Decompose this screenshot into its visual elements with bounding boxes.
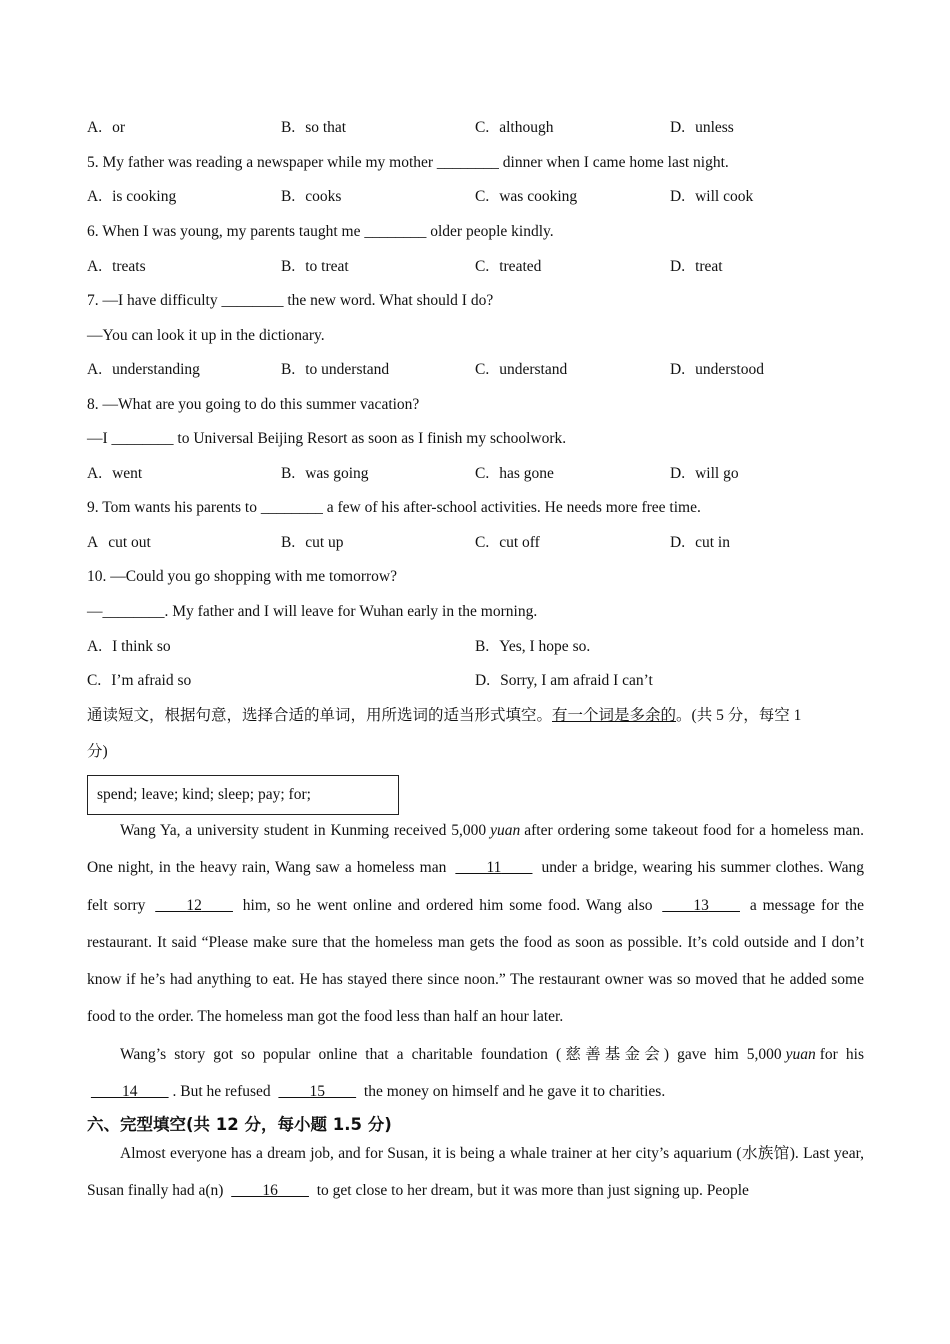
q5-stem: 5. My father was reading a newspaper while my mother ________ dinner when I came home last night. bbox=[87, 154, 729, 171]
q10-option-b: B. Yes, I hope so. bbox=[475, 638, 591, 655]
q6-options bbox=[87, 257, 867, 277]
q10-response: —________. My father and I will leave for Wuhan early in the morning. bbox=[87, 603, 538, 620]
q6-stem: 6. When I was young, my parents taught me ________ older people kindly. bbox=[87, 223, 554, 240]
q5-options bbox=[87, 187, 867, 207]
q7-response: —You can look it up in the dictionary. bbox=[87, 327, 325, 344]
q10-option-c: C. I’m afraid so bbox=[87, 672, 192, 689]
q10-options-ab bbox=[87, 637, 867, 657]
q8-option-d: D. will go bbox=[670, 465, 739, 482]
section-6-heading: 六、完型填空(共 12 分，每小题 1.5 分) bbox=[87, 1115, 392, 1134]
blank-13[interactable]: ____13____ bbox=[662, 896, 740, 914]
q10-option-a: A. I think so bbox=[87, 638, 171, 655]
q4-option-b: B. so that bbox=[281, 119, 347, 136]
q10-option-d: D. Sorry, I am afraid I can’t bbox=[475, 672, 653, 689]
q8-option-c: C. has gone bbox=[475, 465, 554, 482]
q9-option-a: A cut out bbox=[87, 534, 151, 551]
q6-option-d: D. treat bbox=[670, 258, 723, 275]
q8-options bbox=[87, 464, 867, 484]
q6-option-b: B. to treat bbox=[281, 258, 349, 275]
q9-options bbox=[87, 533, 867, 553]
q10-stem: 10. —Could you go shopping with me tomorrow? bbox=[87, 568, 397, 585]
q6-option-c: C. treated bbox=[475, 258, 542, 275]
section-6-paragraph-1: Almost everyone has a dream job, and for Susan, it is being a whale trainer at her city’s aquarium (水族馆). Last year, Susan finally had a(n) ____16____ to get close to her dream, but it was more than just signing up. People bbox=[87, 1145, 864, 1200]
q10-options-cd bbox=[87, 671, 867, 691]
q4-option-c: C. although bbox=[475, 119, 554, 136]
q5-option-c: C. was cooking bbox=[475, 188, 578, 205]
blank-15[interactable]: ____15____ bbox=[278, 1083, 357, 1101]
word-bank-box: spend; leave; kind; sleep; pay; for; bbox=[87, 775, 399, 815]
q8-response: —I ________ to Universal Beijing Resort as soon as I finish my schoolwork. bbox=[87, 430, 567, 447]
q8-option-b: B. was going bbox=[281, 465, 369, 482]
q9-option-d: D. cut in bbox=[670, 534, 730, 551]
q8-option-a: A. went bbox=[87, 465, 143, 482]
q5-option-b: B. cooks bbox=[281, 188, 342, 205]
cloze-paragraph-2: Wang’s story got so popular online that a charitable foundation (慈善基金会) gave him 5,000 yuan for his ____14____ . But he refused ____15____ the money on himself and he gave it to charities. bbox=[87, 1036, 864, 1111]
q4-option-d: D. unless bbox=[670, 119, 734, 136]
blank-11[interactable]: ____11____ bbox=[455, 859, 533, 877]
q7-options bbox=[87, 360, 867, 380]
cloze-passage bbox=[87, 812, 864, 1110]
cloze-instructions: 通读短文，根据句意，选择合适的单词，用所选词的适当形式填空。有一个词是多余的。(共 5 分，每空 1 分) bbox=[87, 707, 802, 760]
q9-stem: 9. Tom wants his parents to ________ a few of his after-school activities. He needs more free time. bbox=[87, 499, 701, 516]
q4-options bbox=[87, 118, 867, 138]
cloze-instruction-emphasis: 有一个词是多余的 bbox=[552, 707, 677, 724]
q6-option-a: A. treats bbox=[87, 258, 146, 275]
section-6-passage bbox=[87, 1135, 864, 1210]
blank-14[interactable]: ____14____ bbox=[91, 1083, 169, 1101]
blank-16[interactable]: ____16____ bbox=[231, 1182, 309, 1200]
q5-option-d: D. will cook bbox=[670, 188, 754, 205]
q7-option-a: A. understanding bbox=[87, 361, 200, 378]
q5-option-a: A. is cooking bbox=[87, 188, 177, 205]
q9-option-c: C. cut off bbox=[475, 534, 540, 551]
q4-option-a: A. or bbox=[87, 119, 125, 136]
cloze-paragraph-1: Wang Ya, a university student in Kunming received 5,000 yuan after ordering some takeout food for a homeless man. One night, in the heavy rain, Wang saw a homeless man ____11____ under a bridge, wearing his summer clothes. Wang felt sorry ____12____ him, so he went online and ordered him some food. Wang also ____13____ a message for the restaurant. It said “Please make sure that the homeless man gets the food as soon as possible. It’s cold outside and I don’t know if he’s had anything to eat. He has stayed there since noon.” The restaurant owner was so moved that he added some food to the order. The homeless man got the food less than half an hour later. bbox=[87, 822, 865, 1026]
q7-option-d: D. understood bbox=[670, 361, 764, 378]
blank-12[interactable]: ____12____ bbox=[155, 896, 233, 914]
q7-stem: 7. —I have difficulty ________ the new word. What should I do? bbox=[87, 292, 494, 309]
q9-option-b: B. cut up bbox=[281, 534, 344, 551]
q8-stem: 8. —What are you going to do this summer vacation? bbox=[87, 396, 420, 413]
q7-option-b: B. to understand bbox=[281, 361, 390, 378]
q7-option-c: C. understand bbox=[475, 361, 568, 378]
